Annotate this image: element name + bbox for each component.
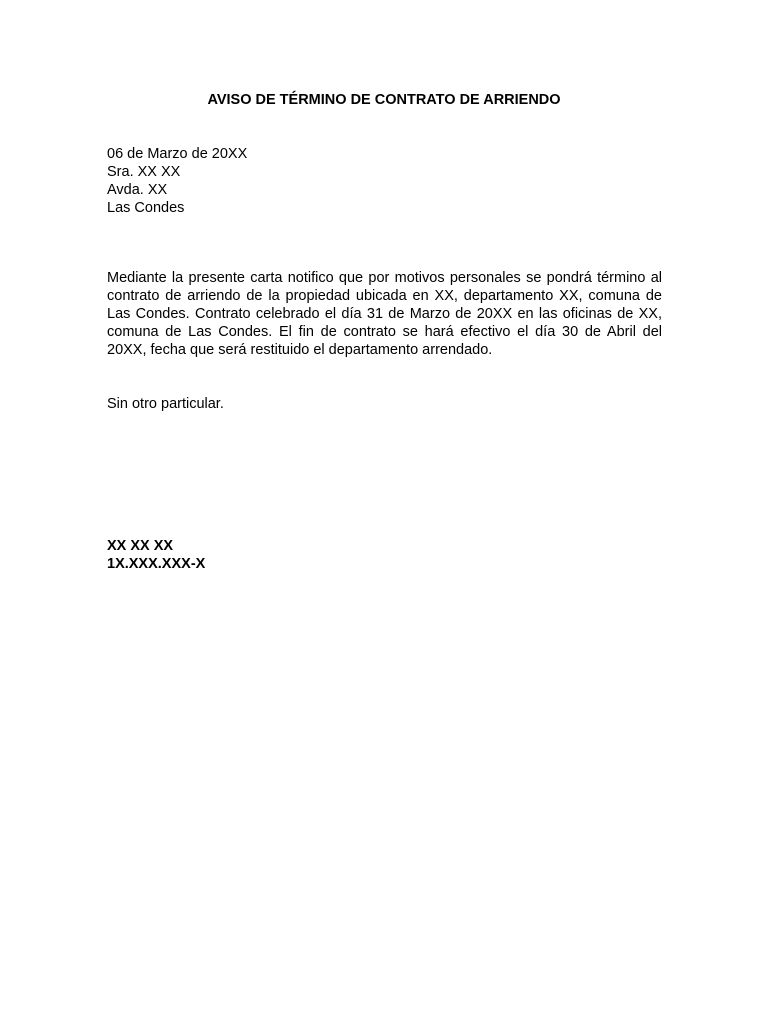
recipient-city: Las Condes [107, 200, 185, 216]
letter-closing: Sin otro particular. [107, 396, 224, 412]
document-title: AVISO DE TÉRMINO DE CONTRATO DE ARRIENDO [207, 92, 561, 108]
signature-id-number: 1X.XXX.XXX-X [107, 556, 206, 572]
recipient-name: Sra. XX XX [107, 164, 181, 180]
recipient-street: Avda. XX [107, 182, 168, 198]
letter-body: Mediante la presente carta notifico que por motivos personales se pondrá término al contrato de arriendo de la propiedad ubicada en XX, departamento XX, comuna de Las Condes. Contrato celebrado el día 31 de Marzo de 20XX en las oficinas de XX, comuna de Las Condes. El fin de contrato se hará efectivo el día 30 de Abril del 20XX, fecha que será restituido el departamento arrendado. [107, 270, 662, 358]
address-block [107, 145, 667, 217]
signature-name: XX XX XX [107, 538, 174, 554]
signature-block [107, 537, 205, 573]
letter-date: 06 de Marzo de 20XX [107, 146, 248, 162]
